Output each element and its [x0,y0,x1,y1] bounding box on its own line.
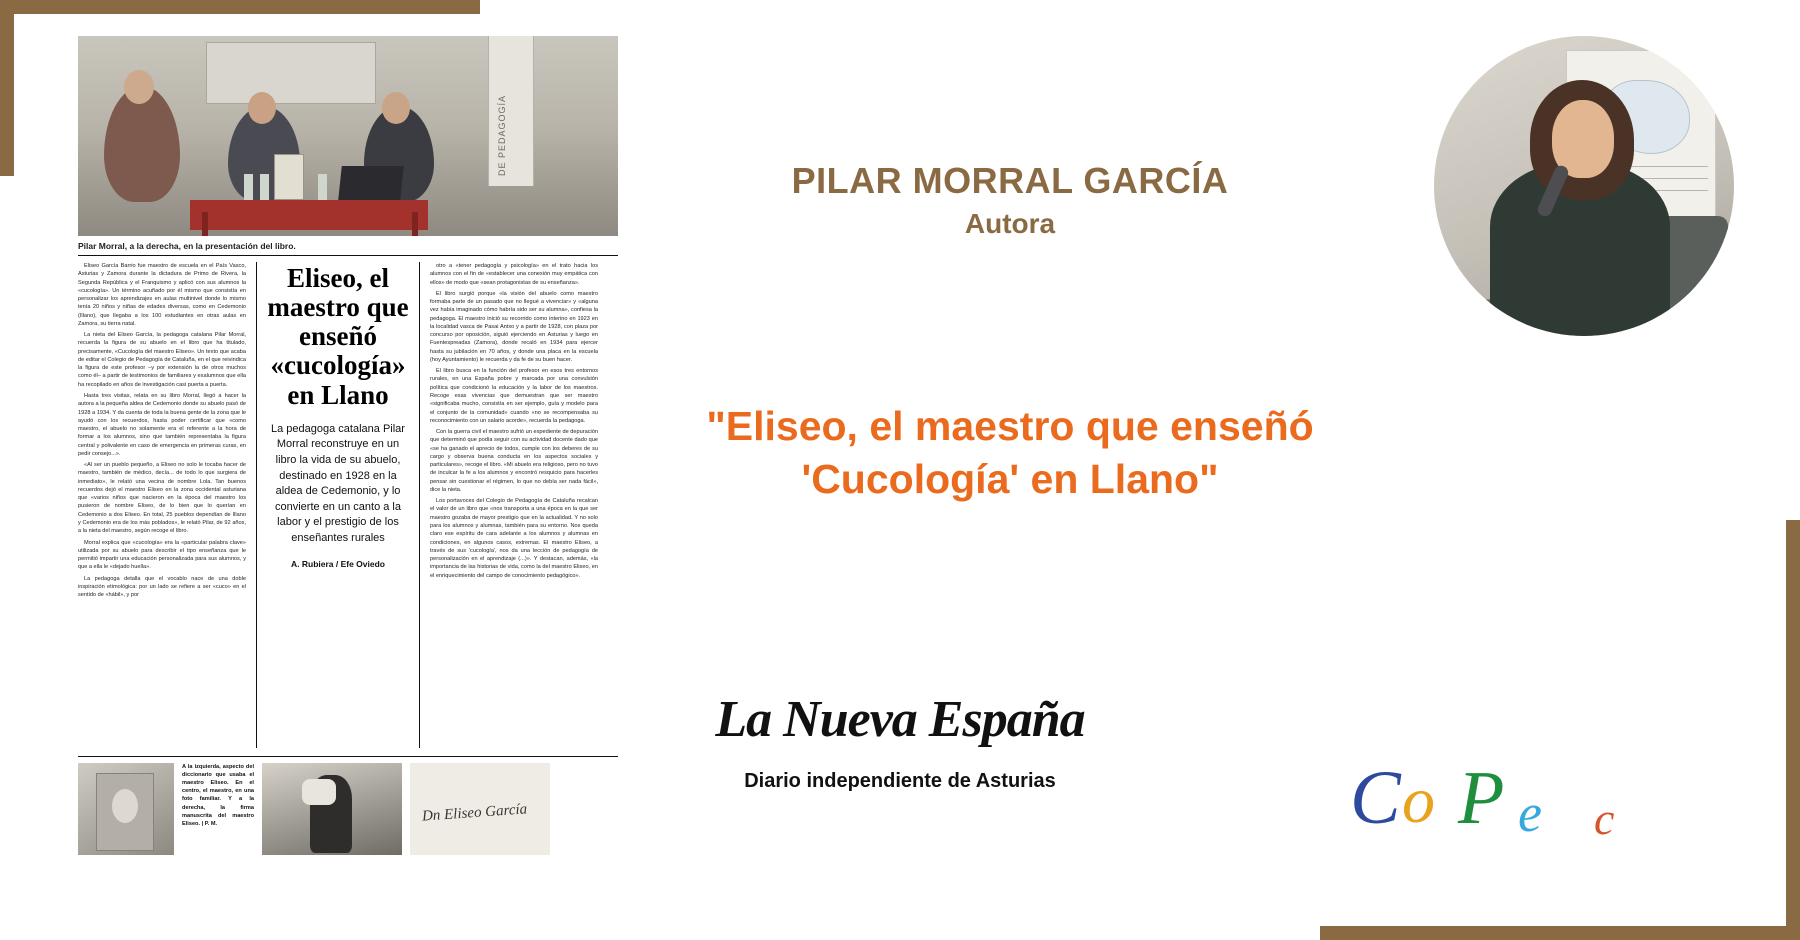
author-name: PILAR MORRAL GARCÍA [791,160,1229,201]
newspaper-logo: La Nueva España [715,691,1085,748]
copec-logo [1350,750,1680,860]
table-leg-right [412,212,418,236]
panelist-right-head [382,92,410,124]
dictionary-photo [78,763,174,855]
laptop [338,166,404,200]
water-bottle-3 [318,174,327,200]
signature-text: Dn Eliseo García [421,801,528,825]
panelist-center-head [248,92,276,124]
paragraph: Los portavoces del Colegio de Pedagogía de Cataluña recalcan el valor de un libro que «nos transporta a una época en la que ser maestro gozaba de mayor prestigio que en la actualidad. Y no solo para los alumnos y alumnas, también para su entorno. Nos queda claro ese espíritu de cara adelante a los alumnos y alumnas en condiciones, en algunos casos, extremas. El maestro Eliseo, a través de sus 'cucología', nos da una lección de pedagogía de personalización en el aprendizaje (...)». Y destacan, además, «la importancia de las historias de vida, como la del maestro Eliseo, en el enriquecimiento del campo de conocimiento pedagógico». [430,498,598,579]
frame-left-bar [0,0,14,176]
baby-bundle [302,779,336,805]
clipping-presentation-photo [78,36,618,236]
newspaper-clipping [78,36,618,827]
article-byline: A. Rubiera / Efe Oviedo [291,558,385,569]
newspaper-tagline: Diario independiente de Asturias [744,770,1056,792]
article-column-left [78,262,246,748]
bottom-caption: A la izquierda, aspecto del diccionario que usaba el maestro Eliseo. En el centro, el maestro, en una foto familiar. Y a la derecha, la firma manuscrita del maestro Eliseo. | P. M. [182,764,254,827]
clipping-bottom-strip [78,756,618,856]
paragraph: Morral explica que «cucología» era la «particular palabra clave» utilizada por su abuelo para describir el tipo enseñanza que le permitió impartir una educación personalizada para sus alumnos, y que a ella le «dejado huella». [78,539,246,571]
article-column-right [430,262,598,748]
paragraph: otro a «tener pedagogía y psicología» en el trato hacia los alumnos con el fin de «establecer una conexión muy empática con ellos» de modo que «sean protagonistas de su enseñanza». [430,263,598,286]
water-bottle-2 [260,174,269,200]
author-role: Autora [964,208,1056,239]
vertical-banner [488,36,534,186]
paragraph: La pedagoga detalla que el vocablo nace de una doble inspiración etimológica: por un lado se refiere a ser «cuco» en el sentido de «hábil», y por [78,575,246,599]
book-on-table [274,154,304,200]
family-photo [262,763,402,855]
table-leg-left [202,212,208,236]
headline-quote: "Eliseo, el maestro que enseñó 'Cucología' en Llano" [706,403,1314,503]
copec-letter-o: o [1402,764,1435,837]
panelist-left-head [124,70,154,104]
banner-text: DE PEDAGOGÍA [497,94,507,176]
paragraph: «Al ser un pueblo pequeño, a Eliseo no solo le tocaba hacer de maestro, también de médico, decía... de todo lo que surgiera de inmediato», le relató una vecina de nombre Lola. Tan buenos recuerdos dejó el maestro Eliseo en la zona occidental asturiana que «varios niños que nacieron en la época del maestro los pusieron de nombre Eliseo, de lo bien que lo querían en Cedemonio a dos Eliseo. En total, 25 pueblos dependían de Illano y Cedemonio era de los más poblados», le relató Pilar, de 92 años, a la nieta del maestro, según recoge el libro. [78,462,246,535]
paragraph: La nieta del Eliseo García, la pedagoga catalana Pilar Morral, recuerda la figura de su abuelo en el libro que ha titulado, precisamente, «Cucología del maestro Eliseo». Un texto que acaba de editar el Colegio de Pedagogía de Cataluña, en el que reivindica la figura de este profesor –y por extensión la de otros muchos como él– a partir de testimonios de familiares y exalumnos que ella ha recopilado en años de investigación casi puerta a puerta. [78,332,246,388]
clipping-columns [78,256,618,748]
frame-bottom-bar [1320,926,1800,940]
signature-photo [410,763,550,855]
copec-letter-c2: c [1594,793,1615,844]
copec-letter-c: C [1350,756,1401,840]
presentation-table [190,200,428,230]
article-headline: Eliseo, el maestro que enseñó «cucología» en Llano [267,263,409,410]
article-subdeck: La pedagoga catalana Pilar Morral reconstruye en un libro la vida de su abuelo, destinado en 1928 en la aldea de Cedemonio, y lo convierte en un canto a la labor y el prestigio de los enseñantes rurales [271,422,405,545]
author-portrait [1434,36,1734,336]
paragraph: Hasta tres visitas, relata en su libro Morral, llegó a hacer la autora a la pequeña aldea de Cedemonio donde su abuelo pasó de 1928 a 1934. Y da cuenta de toda la buena gente de la zona que le ayudó con los recuerdos, hasta poder certificar que «como maestro, el abuelo no solamente era el referente a la hora de formar a los alumnos, sino que también representaba la figura central y polivalente en caso de emergencia en primeras curas, en pedir consejo...». [78,392,246,457]
water-bottle-1 [244,174,253,200]
photo-caption: Pilar Morral, a la derecha, en la presentación del libro. [78,236,618,256]
copec-letter-e: e [1518,783,1542,843]
copec-letter-p: P [1458,756,1505,840]
paragraph: Eliseo García Barrio fue maestro de escuela en el País Vasco, Asturias y Zamora durante la dictadura de Primo de Rivera, la Segunda República y el Franquismo y aplicó con sus alumnos la «cucología». Un término acuñado por él mismo que consistía en personalizar los aprendizajes en aulas multinivel donde lo mismo tenía 20 niños y niñas de edades diversas, como en Cedemonio (Illano), que llegaba a los 100 estudiantes en otras aulas en Zamora, su tierra natal. [78,263,246,327]
paragraph: El libro surgió porque «la visión del abuelo como maestro formaba parte de un pasado que no llegué a vivenciar» y «alguna vez había imaginado cómo habría sido ser su alumna», confiesa la pedagoga. El maestro inició su recorrido como interino en 1923 en la localidad vasca de Pasai Antxo y a partir de 1928, con plaza por concurso por oposición, siguió ejerciendo en Asturias y luego en Fuentespreadas (Zamora), donde recaló en 1934 para ejercer hasta su jubilación en 70 años, y donde una placa en la escuela (hoy Ayuntamiento) le recuerda y da fe de su buen hacer. [430,290,598,363]
dictionary-portrait-oval [112,789,138,823]
paragraph: Con la guerra civil el maestro sufrió un expediente de depuración que determinó que podía seguir con su actividad docente dado que «se ha ganado el aprecio de todos, cumple con los deberes de su cargo y observa buena conducta en los aspectos sociales y particulares», recoge el libro. «Mi abuelo era religioso, pero no tuvo de inculcar la fe a los alumnos y encontró resquicio para hacerles pensar sin cuestionar el régimen, lo que no debía ser nada fácil», dice la nieta. [430,429,598,493]
frame-top-bar [0,0,480,14]
paragraph: El libro busca en la función del profesor en esos tres entornos rurales, en una España pobre y marcada por una convulsión política que condicionó la educación y la labor de los maestros. Recoge esas vivencias que demuestran que ser maestro «significaba mucho, consistía en ser ejemplo, guía y modelo para el conjunto de la comunidad» cuando «no se recompensaba su reconocimiento con un salario acorde», recuerda la pedagoga. [430,368,598,424]
article-column-center [256,262,420,748]
projector-screen [206,42,376,104]
frame-right-bar [1786,520,1800,940]
